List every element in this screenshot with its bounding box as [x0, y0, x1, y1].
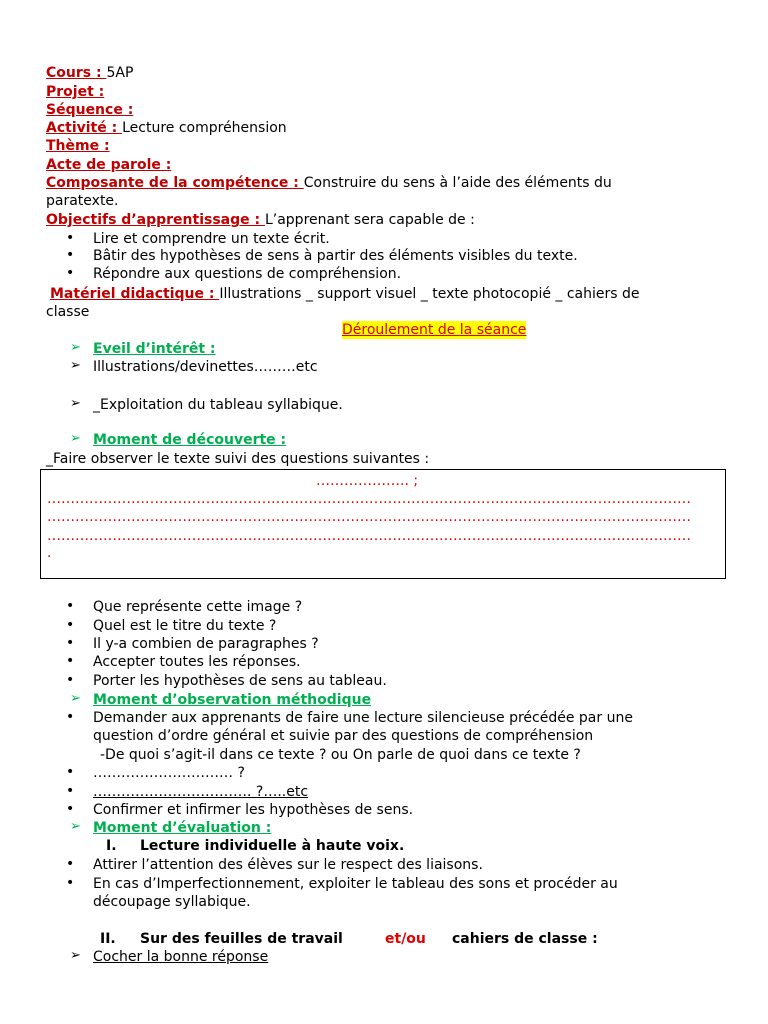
- cours-value: 5AP: [106, 65, 134, 81]
- evaluation-item: Attirer l’attention des élèves sur le respect des liaisons.: [93, 857, 483, 873]
- bullet-icon: •: [66, 653, 75, 669]
- objectif-item: Répondre aux questions de compréhension.: [93, 266, 402, 282]
- frame-dots-line: .: [47, 545, 52, 561]
- materiel-value: Illustrations _ support visuel _ texte photocopié _ cahiers de: [219, 286, 640, 302]
- eveil-item: _Exploitation du tableau syllabique.: [93, 397, 343, 413]
- bullet-icon: •: [66, 764, 75, 780]
- materiel-label: Matériel didactique :: [50, 286, 220, 302]
- acte-line: [46, 156, 171, 174]
- observation-item-cont: -De quoi s’agit-il dans ce texte ? ou On parle de quoi dans ce texte ?: [100, 747, 581, 763]
- observation-item: ……………………………. ?…..etc: [93, 784, 309, 800]
- arrow-icon: ➢: [70, 819, 81, 834]
- composante-line: [46, 174, 612, 192]
- activite-label: Activité :: [46, 120, 123, 136]
- objectifs-label: Objectifs d’apprentissage :: [46, 212, 265, 228]
- decouverte-title: Moment de découverte :: [93, 432, 287, 448]
- observation-item: Demander aux apprenants de faire une lecture silencieuse précédée par une: [93, 710, 633, 726]
- deroulement-title: Déroulement de la séance: [342, 322, 527, 338]
- observation-title: Moment d’observation méthodique: [93, 692, 372, 708]
- bullet-icon: •: [66, 617, 75, 633]
- objectif-item: Bâtir des hypothèses de sens à partir des éléments visibles du texte.: [93, 248, 578, 264]
- bullet-icon: •: [66, 265, 75, 281]
- bullet-icon: •: [66, 672, 75, 688]
- bullet-icon: •: [66, 801, 75, 817]
- objectif-item: Lire et comprendre un texte écrit.: [93, 231, 330, 247]
- activite-value: Lecture compréhension: [122, 120, 287, 136]
- text-frame: [40, 469, 726, 579]
- sub-number: I.: [106, 838, 117, 854]
- decouverte-intro: _Faire observer le texte suivi des questions suivantes :: [46, 451, 430, 467]
- arrow-icon: ➢: [70, 358, 81, 373]
- projet-label: Projet :: [46, 84, 105, 100]
- sequence-line: [46, 101, 133, 119]
- observation-item-cont: question d’ordre général et suivie par des questions de compréhension: [93, 728, 594, 744]
- cours-label: Cours :: [46, 65, 107, 81]
- theme-label: Thème :: [46, 138, 110, 154]
- evaluation-item-cont: découpage syllabique.: [93, 894, 251, 910]
- sub-heading: Sur des feuilles de travail: [140, 931, 343, 947]
- question-item: Porter les hypothèses de sens au tableau.: [93, 673, 387, 689]
- question-item: Accepter toutes les réponses.: [93, 654, 301, 670]
- frame-dots-line: …………………………………………………………………………………………………………………………: [47, 491, 691, 507]
- bullet-icon: •: [66, 856, 75, 872]
- observation-item: ………………………… ?: [93, 765, 245, 781]
- bullet-icon: •: [66, 247, 75, 263]
- cours-line: [46, 64, 133, 82]
- bullet-icon: •: [66, 635, 75, 651]
- sub-heading: Lecture individuelle à haute voix.: [140, 838, 405, 854]
- bullet-icon: •: [66, 598, 75, 614]
- evaluation-item: En cas d’Imperfectionnement, exploiter le tableau des sons et procéder au: [93, 876, 618, 892]
- bullet-icon: •: [66, 783, 75, 799]
- composante-value: Construire du sens à l’aide des éléments du: [303, 175, 612, 191]
- evaluation-title: Moment d’évaluation :: [93, 820, 272, 836]
- arrow-icon: ➢: [70, 691, 81, 706]
- sub-heading-connector: et/ou: [385, 931, 426, 947]
- materiel-line-2: classe: [46, 304, 90, 320]
- bullet-icon: •: [66, 875, 75, 891]
- eveil-item: Illustrations/devinettes………etc: [93, 359, 318, 375]
- activite-line: [46, 119, 287, 137]
- arrow-icon: ➢: [70, 396, 81, 411]
- theme-line: [46, 137, 110, 155]
- sub-number: II.: [100, 931, 116, 947]
- arrow-icon: ➢: [70, 431, 81, 446]
- arrow-icon: ➢: [70, 340, 81, 355]
- sequence-label: Séquence :: [46, 102, 134, 118]
- bullet-icon: •: [66, 709, 75, 725]
- arrow-icon: ➢: [70, 948, 81, 963]
- cocher-line: Cocher la bonne réponse: [93, 949, 269, 965]
- observation-item: Confirmer et infirmer les hypothèses de sens.: [93, 802, 414, 818]
- sub-heading: cahiers de classe :: [452, 931, 598, 947]
- eveil-title: Eveil d’intérêt :: [93, 341, 216, 357]
- frame-dots-line: ……………….. ;: [316, 473, 419, 489]
- composante-line-2: paratexte.: [46, 193, 119, 209]
- objectifs-value: L’apprenant sera capable de :: [264, 212, 475, 228]
- frame-dots-line: …………………………………………………………………………………………………………………………: [47, 528, 691, 544]
- bullet-icon: •: [66, 230, 75, 246]
- acte-label: Acte de parole :: [46, 157, 172, 173]
- question-item: Quel est le titre du texte ?: [93, 618, 277, 634]
- frame-dots-line: …………………………………………………………………………………………………………………………: [47, 509, 691, 525]
- question-item: Il y-a combien de paragraphes ?: [93, 636, 319, 652]
- objectifs-line: [46, 211, 475, 229]
- question-item: Que représente cette image ?: [93, 599, 303, 615]
- projet-line: [46, 83, 104, 101]
- composante-label: Composante de la compétence :: [46, 175, 304, 191]
- materiel-line: [50, 285, 640, 303]
